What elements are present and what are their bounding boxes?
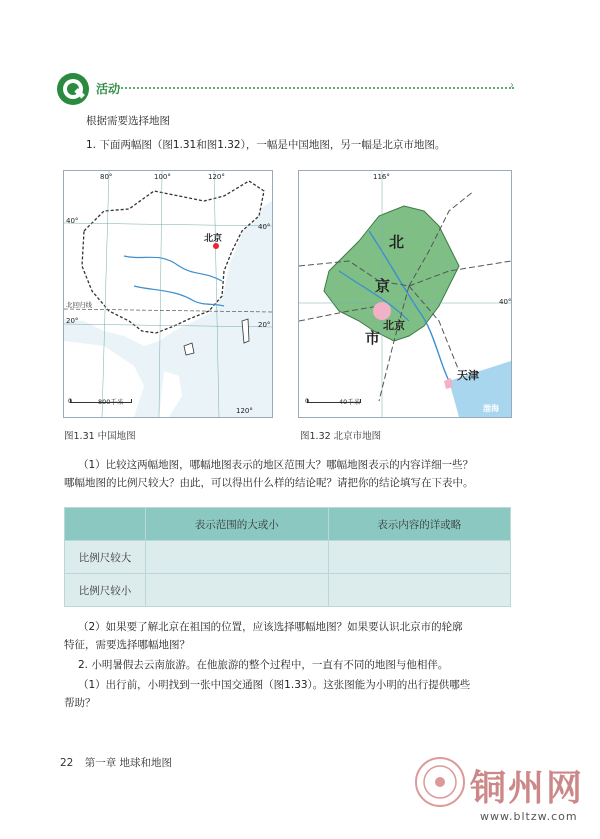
para-1b: 哪幅地图的比例尺较大？由此，可以得出什么样的结论呢？请把你的结论填写在下表中。 — [64, 477, 474, 489]
region-label-3: 市 — [365, 329, 381, 347]
row-label: 比例尺较小 — [65, 574, 146, 607]
scale-start: 0 — [305, 397, 310, 405]
region-label-1: 北 — [389, 233, 405, 251]
answer-table — [64, 507, 511, 607]
question-1: 1. 下面两幅图（图1.31和图1.32），一幅是中国地图，另一幅是北京市地图。 — [86, 139, 446, 151]
para-1a: （1）比较这两幅地图，哪幅地图表示的地区范围大？哪幅地图表示的内容详细一些？ — [78, 459, 474, 471]
lon-label-116: 116° — [373, 173, 390, 181]
lon-label-100: 100° — [154, 173, 171, 181]
table-header-blank — [65, 508, 146, 541]
tianjin-label: 天津 — [457, 369, 479, 382]
lat-label-20-right: 20° — [258, 321, 271, 329]
table-header-detail: 表示内容的详或略 — [328, 508, 511, 541]
china-map — [63, 170, 273, 418]
tropic-label: 北回归线 — [66, 301, 92, 309]
table-header-row — [65, 508, 511, 541]
page-footer — [60, 755, 172, 770]
lat-label-40-right: 40° — [258, 223, 271, 231]
para-3b: 帮助？ — [64, 697, 96, 709]
lat-label-40: 40° — [499, 298, 512, 306]
watermark-seal-icon — [414, 756, 466, 808]
answer-cell[interactable] — [146, 574, 329, 607]
beijing-map — [298, 170, 512, 418]
watermark-text: 铜州网 — [470, 767, 585, 809]
lon-label-bottom: 120° — [236, 407, 253, 415]
china-map-graphic — [64, 171, 272, 417]
lon-label-120: 120° — [208, 173, 225, 181]
para-2a: （2）如果要了解北京在祖国的位置，应该选择哪幅地图？如果要认识北京市的轮廓 — [78, 621, 463, 633]
beijing-map-graphic — [299, 171, 511, 417]
lon-label-80: 80° — [100, 173, 113, 181]
row-label: 比例尺较大 — [65, 541, 146, 574]
activity-divider — [118, 87, 514, 89]
page-number: 22 — [60, 757, 74, 769]
answer-cell[interactable] — [146, 541, 329, 574]
para-2b: 特征，需要选择哪幅地图？ — [64, 639, 190, 651]
activity-title: 活动 — [96, 82, 121, 96]
beijing-map-caption: 图1.32 北京市地图 — [300, 431, 382, 442]
question-2: 2. 小明暑假去云南旅游。在他旅游的整个过程中，一直有不同的地图与他相伴。 — [78, 659, 449, 671]
beijing-label: 北京 — [383, 319, 405, 332]
table-row — [65, 541, 511, 574]
arrow-icon: › — [510, 80, 514, 91]
sea-label: 渤海 — [483, 404, 499, 413]
chapter-title: 第一章 地球和地图 — [84, 757, 173, 769]
answer-cell[interactable] — [328, 541, 511, 574]
lat-label-20: 20° — [66, 317, 79, 325]
table-row — [65, 574, 511, 607]
activity-icon — [56, 72, 90, 106]
answer-cell[interactable] — [328, 574, 511, 607]
scale-end: 40千米 — [339, 398, 361, 406]
watermark-url: www.bltzw.com — [480, 810, 578, 823]
para-3a: （1）出行前，小明找到一张中国交通图（图1.33）。这张图能为小明的出行提供哪些 — [78, 679, 471, 691]
region-label-2: 京 — [375, 277, 391, 295]
table-header-range: 表示范围的大或小 — [146, 508, 329, 541]
china-map-caption: 图1.31 中国地图 — [64, 431, 136, 442]
scale-start: 0 — [68, 397, 73, 405]
beijing-label: 北京 — [204, 234, 223, 244]
intro-text: 根据需要选择地图 — [86, 115, 170, 127]
scale-end: 800千米 — [98, 398, 124, 406]
lat-label-40: 40° — [66, 217, 79, 225]
